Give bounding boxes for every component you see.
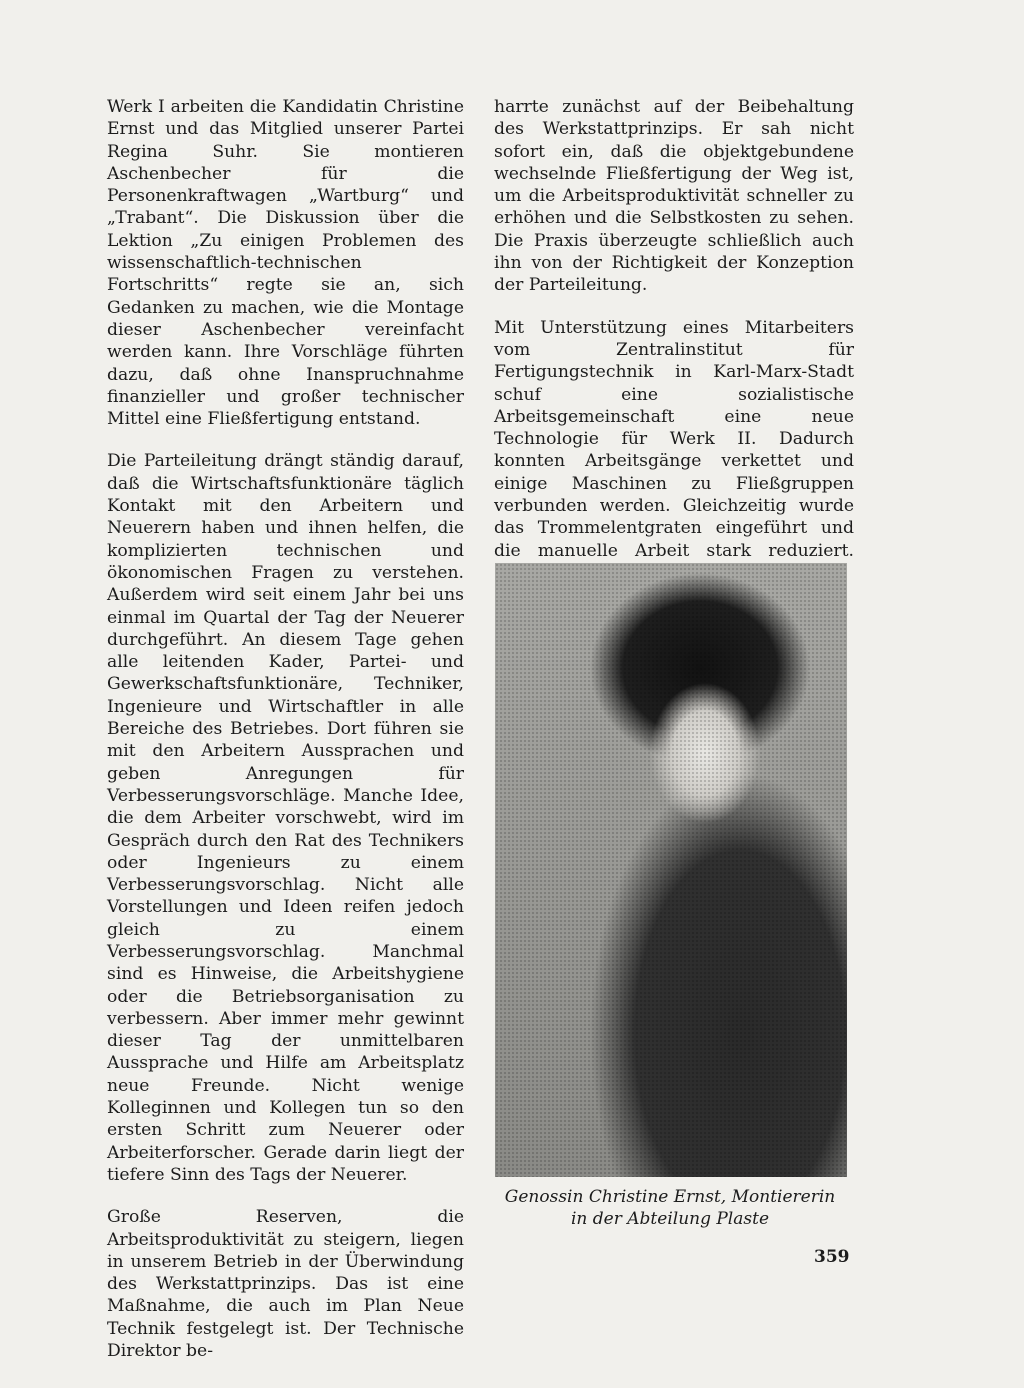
paragraph: harrte zunächst auf der Beibehaltung des Werkstattprinzips. Er sah nicht sofort ein, daß die objektgebundene wechselnde Fließfertigung der Weg ist, um die Arbeitsproduktivität schneller zu erhöhen und die Selbstkosten zu sehen. Die Praxis überzeugte schließlich auch ihn von der Richtigkeit der Konzeption der Parteileitung. (494, 97, 854, 296)
paragraph: Werk I arbeiten die Kandidatin Christine Ernst und das Mitglied unserer Partei Regina Suhr. Sie montieren Aschenbecher für die Personenkraftwagen „Wartburg“ und „Trabant“. Die Diskussion über die Lektion „Zu einigen Problemen des wissenschaftlich-technischen Fortschritts“ regte sie an, sich Gedanken zu machen, wie die Montage dieser Aschenbecher vereinfacht werden kann. Ihre Vorschläge führten dazu, daß ohne Inanspruchnahme finanzieller und großer technischer Mittel eine Fließfertigung entstand. (107, 97, 464, 430)
paragraph: Die Parteileitung drängt ständig darauf, daß die Wirtschaftsfunktionäre täglich Kontakt mit den Arbeitern und Neuerern haben und ihnen helfen, die komplizierten technischen und ökonomischen Fragen zu verstehen. Außerdem wird seit einem Jahr bei uns einmal im Quartal der Tag der Neuerer durchgeführt. An diesem Tage gehen alle leitenden Kader, Partei- und Gewerkschaftsfunktionäre, Techniker, Ingenieure und Wirtschaftler in alle Bereiche des Betriebes. Dort führen sie mit den Arbeitern Aussprachen und geben Anregungen für Verbesserungsvorschläge. Manche Idee, die dem Arbeiter vorschwebt, wird im Gespräch durch den Rat des Technikers oder Ingenieurs zu einem Verbesserungsvorschlag. Nicht alle Vorstellungen und Ideen reifen jedoch gleich zu einem Verbesserungsvorschlag. Manchmal sind es Hinweise, die Arbeitshygiene oder die Betriebsorganisation zu verbessern. Aber immer mehr gewinnt dieser Tag der unmittelbaren Aussprache und Hilfe am Arbeitsplatz neue Freunde. Nicht wenige Kolleginnen und Kollegen tun so den ersten Schritt zum Neuerer oder Arbeiterforscher. Gerade darin liegt der tiefere Sinn des Tags der Neuerer. (107, 451, 464, 1185)
photo-caption (480, 1186, 860, 1230)
right-text-column (494, 96, 854, 584)
portrait-photo (495, 563, 847, 1177)
halftone-texture (495, 563, 847, 1177)
page-number: 359 (814, 1247, 850, 1267)
left-text-column (107, 96, 464, 1362)
paragraph: Große Reserven, die Arbeitsproduktivität zu steigern, liegen in unserem Betrieb in der Überwindung des Werkstattprinzips. Das ist eine Maßnahme, die auch im Plan Neue Technik festgelegt ist. Der Technische Direktor be- (107, 1207, 464, 1362)
caption-line: Genossin Christine Ernst, Montiererin (504, 1187, 836, 1207)
paragraph: Mit Unterstützung eines Mitarbeiters vom Zentralinstitut für Fertigungstechnik in Karl-Marx-Stadt schuf eine sozialistische Arbeitsgemeinschaft eine neue Technologie für Werk II. Dadurch konnten Arbeitsgänge verkettet und einige Maschinen zu Fließgruppen verbunden werden. Gleichzeitig wurde das Trommelentgraten eingeführt und die manuelle Arbeit stark reduziert. (494, 317, 854, 561)
caption-line: in der Abteilung Plaste (571, 1209, 769, 1229)
